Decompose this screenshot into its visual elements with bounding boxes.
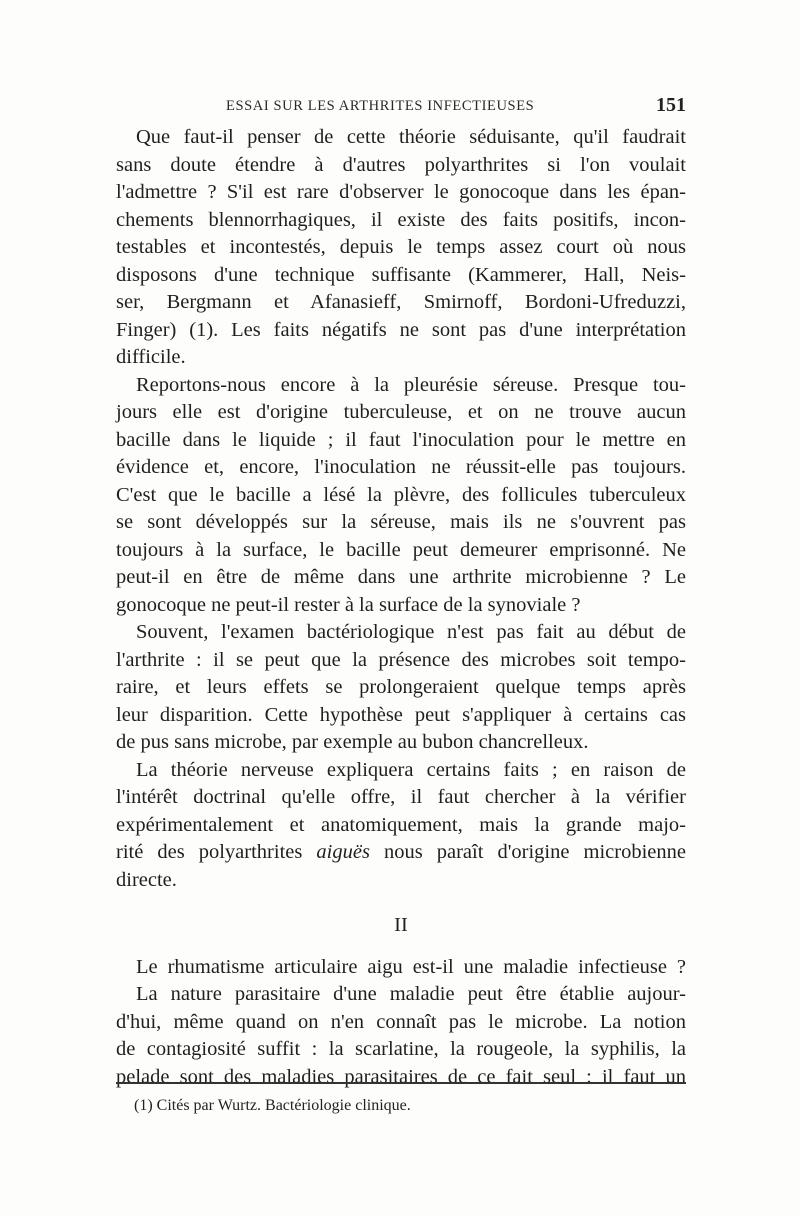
running-title: ESSAI SUR LES ARTHRITES INFECTIEUSES (226, 98, 535, 114)
text-line: raire, et leurs effets se prolongeraient quelque temps après (116, 676, 686, 698)
text-line: se sont développés sur la séreuse, mais ils ne s'ouvrent pas (116, 511, 686, 533)
section-number: II (394, 914, 408, 936)
text-line: gonocoque ne peut-il rester à la surface de la synoviale ? (116, 593, 581, 616)
text-line: de contagiosité suffit : la scarlatine, la rougeole, la syphilis, la (116, 1038, 686, 1060)
text-line: sans doute étendre à d'autres polyarthrites si l'on voulait (116, 153, 686, 176)
text-line: disposons d'une technique suffisante (Kammerer, Hall, Neis- (116, 263, 686, 286)
text-line: d'hui, même quand on n'en connaît pas le microbe. La notion (116, 1010, 686, 1033)
text-line (116, 839, 686, 867)
body-text (116, 124, 686, 1091)
italic-word: aiguës (316, 841, 370, 863)
text-line: toujours à la surface, le bacille peut demeurer emprisonné. Ne (116, 538, 686, 561)
text-line: directe. (116, 868, 177, 891)
text-line: l'intérêt doctrinal qu'elle offre, il faut chercher à la vérifier (116, 786, 686, 808)
section-title: Le rhumatisme articulaire aigu est-il une maladie infectieuse ? (136, 955, 686, 978)
text-line: difficile. (116, 346, 186, 368)
text-line: chements blennorrhagiques, il existe des faits positifs, incon- (116, 208, 686, 231)
text-fragment: rité des polyarthrites (116, 841, 303, 863)
text-line: jours elle est d'origine tuberculeuse, et on ne trouve aucun (116, 401, 686, 423)
text-line: peut-il en être de même dans une arthrite microbienne ? Le (116, 566, 686, 588)
text-line: Que faut-il penser de cette théorie séduisante, qu'il faudrait (136, 126, 686, 148)
text-line: Reportons-nous encore à la pleurésie séreuse. Presque tou- (136, 373, 686, 396)
text-line: Souvent, l'examen bactériologique n'est pas fait au début de (136, 621, 686, 643)
text-line: testables et incontestés, depuis le temps assez court où nous (116, 236, 686, 258)
text-line: La théorie nerveuse expliquera certains faits ; en raison de (136, 758, 686, 781)
text-line: l'arthrite : il se peut que la présence des microbes soit tempo- (116, 648, 686, 671)
text-line: La nature parasitaire d'une maladie peut être établie aujour- (136, 983, 686, 1005)
text-fragment: nous paraît d'origine microbienne (383, 841, 686, 863)
running-header (116, 94, 686, 122)
page-number: 151 (656, 94, 686, 116)
text-line: de pus sans microbe, par exemple au bubon chancrelleux. (116, 731, 589, 753)
text-line: Finger) (1). Les faits négatifs ne sont pas d'une interprétation (116, 318, 686, 341)
text-line: bacille dans le liquide ; il faut l'inoculation pour le mettre en (116, 428, 686, 451)
text-line: l'admettre ? S'il est rare d'observer le gonocoque dans les épan- (116, 181, 686, 203)
text-line: leur disparition. Cette hypothèse peut s'appliquer à certains cas (116, 703, 686, 726)
text-line: ser, Bergmann et Afanasieff, Smirnoff, Bordoni-Ufreduzzi, (116, 291, 686, 313)
text-line: pelade sont des maladies parasitaires de ce fait seul : il faut un (116, 1065, 686, 1088)
footnote: (1) Cités par Wurtz. Bactériologie clinique. (134, 1097, 411, 1114)
text-line: évidence et, encore, l'inoculation ne réussit-elle pas toujours. (116, 456, 686, 478)
footnote-rule (116, 1082, 686, 1084)
text-line: expérimentalement et anatomiquement, mais la grande majo- (116, 813, 686, 836)
text-line: C'est que le bacille a lésé la plèvre, des follicules tuberculeux (116, 483, 686, 506)
